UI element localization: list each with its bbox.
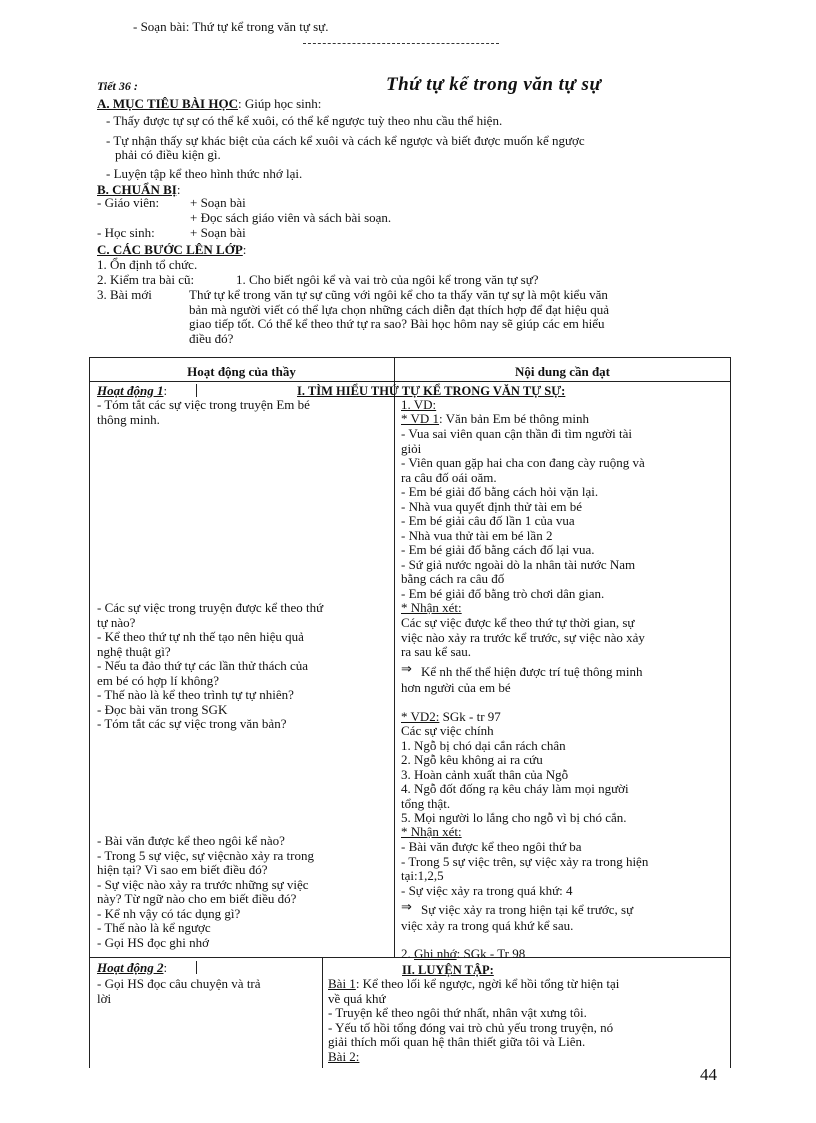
right-line: 3. Hoàn cảnh xuất thân của Ngỗ: [401, 766, 569, 782]
left-line: em bé có hợp lí không?: [97, 672, 220, 688]
vd1-label: * VD 1: [401, 411, 440, 426]
student-label: - Học sinh:: [97, 225, 155, 240]
implies-arrow-icon: ⇒: [401, 662, 412, 677]
cursor-mark: [196, 961, 197, 974]
left-block-3: [97, 834, 387, 950]
right-block-3: [401, 724, 715, 826]
step-2-text: 1. Cho biết ngôi kể và vai trò của ngôi kể trong văn tự sự?: [236, 272, 539, 287]
nhan-xet-1-label: * Nhận xét:: [401, 600, 462, 615]
step-1: 1. Ổn định tổ chức.: [97, 257, 198, 272]
bai-1: [328, 977, 718, 1064]
bai-1-first-line: [328, 977, 718, 992]
table-border-top: [89, 357, 731, 358]
left-line: - Các sự việc trong truyện được kể theo thứ: [97, 600, 324, 615]
left-line: - Gọi HS đọc ghi nhớ: [97, 934, 209, 950]
section-a-heading-text: A. MỤC TIÊU BÀI HỌC: [97, 96, 238, 111]
step-2-label: 2. Kiểm tra bài cũ:: [97, 272, 195, 287]
activity-2-heading: [97, 961, 167, 976]
right-line: - Em bé giải câu đố lần 1 của vua: [401, 513, 575, 528]
bai-1-text: : Kể theo lối kể ngược, ngời kể hồi tổng từ hiện tại: [355, 976, 620, 991]
right-line: Các sự việc được kể theo thứ tự thời gian, sự: [401, 615, 635, 630]
section-c-heading: [97, 243, 246, 258]
section-b-heading-text: B. CHUẨN BỊ: [97, 182, 177, 197]
vd1-heading: [401, 412, 589, 427]
activity-1-colon: :: [163, 383, 168, 398]
table-col-divider-lower: [322, 957, 323, 1068]
col-left-header: Hoạt động của thầy: [187, 364, 296, 379]
step-3-text: [189, 288, 721, 346]
left-act2: [97, 977, 317, 1006]
right-line: - Nhà vua quyết định thử tài em bé: [401, 498, 583, 514]
table-border-right: [730, 357, 731, 1068]
right-line: - Viên quan gặp hai cha con đang cày ruộng và: [401, 455, 645, 470]
right-line: - Vua sai viên quan cận thần đi tìm người tài: [401, 426, 632, 441]
left-line: - Nếu ta đảo thứ tự các lần thử thách của: [97, 658, 308, 673]
section-2-title: II. LUYỆN TẬP:: [402, 963, 494, 977]
conclusion-1-line: hơn người của em bé: [401, 680, 511, 695]
section-a-item: - Thấy được tự sự có thể kể xuôi, có thể kể ngược tuỳ theo nhu cầu thể hiện.: [106, 113, 503, 128]
vd2-label: * VD2:: [401, 709, 440, 724]
ghi-nho-label: Ghi nhớ: [414, 946, 457, 961]
cursor-mark: [196, 384, 197, 397]
table-border-left: [89, 357, 90, 1068]
right-line: tại:1,2,5: [401, 868, 444, 883]
right-line: giỏi: [401, 440, 422, 456]
right-line: 1. Ngỗ bị chó dại cắn rách chân: [401, 737, 566, 753]
right-line: tổng thật.: [401, 795, 451, 811]
left-line: hiện tại? Vì sao em biết điều đó?: [97, 862, 268, 877]
step-3-line: giao tiếp tốt. Có thể kể theo thứ tự ra sao? Bài học hôm nay sẽ giúp các em hiểu: [189, 316, 605, 331]
step-3-line: bản mà người viết có thể lựa chọn những cách diễn đạt thích hợp để đạt hiệu quả: [189, 301, 610, 317]
right-line: - Em bé giải đố bằng cách đố lại vua.: [401, 542, 595, 557]
right-line: 4. Ngỗ đốt đống rạ kêu cháy làm mọi người: [401, 781, 629, 796]
left-line: - Gọi HS đọc câu chuyện và trả: [97, 976, 261, 991]
implies-arrow-icon: ⇒: [401, 900, 412, 915]
right-line: - Sứ giả nước ngoài dò la nhân tài nước Nam: [401, 556, 636, 572]
right-line: - Em bé giải đố bằng trò chơi dân gian.: [401, 585, 605, 601]
right-block-1: [401, 427, 715, 601]
student-item: + Soạn bài: [190, 225, 246, 240]
left-line: nghệ thuật gì?: [97, 643, 171, 659]
right-line: bằng cách ra câu đố: [401, 571, 505, 586]
right-line: ra câu đố oái oăm.: [401, 469, 497, 485]
page-number: 44: [700, 1065, 717, 1084]
bai-1-line: giải thích mối quan hệ thân thiết giữa tôi và Liên.: [328, 1034, 586, 1049]
bai-1-line: - Truyện kể theo ngôi thứ nhất, nhân vật xưng tôi.: [328, 1005, 587, 1020]
top-note: - Soạn bài: Thứ tự kể trong văn tự sự.: [133, 19, 329, 34]
left-line: - Sự việc nào xảy ra trước những sự việc: [97, 876, 309, 892]
ghi-nho: [401, 947, 525, 962]
right-line: - Trong 5 sự việc trên, sự việc xảy ra trong hiện: [401, 853, 649, 869]
ghi-nho-num: 2.: [401, 946, 414, 961]
teacher-item: + Soạn bài: [190, 195, 246, 210]
left-line: - Đọc bài văn trong SGK: [97, 701, 228, 717]
nhan-xet-2-label: * Nhận xét:: [401, 824, 462, 839]
separator-line: [303, 43, 499, 44]
left-line: này? Từ ngữ nào cho em biết điều đó?: [97, 891, 297, 906]
left-line: - Tóm tắt các sự việc trong truyện Em bé: [97, 397, 310, 412]
activity-2-colon: :: [163, 960, 168, 975]
right-block-4: [401, 840, 715, 898]
vd1-tail: : Văn bản Em bé thông minh: [439, 411, 590, 426]
bai-1-line: về quá khứ: [328, 990, 386, 1006]
left-line: - Tóm tắt các sự việc trong văn bản?: [97, 716, 287, 731]
table-col-divider-upper: [394, 357, 395, 957]
step-3-line: điều đó?: [189, 330, 234, 346]
right-line: - Sự việc xảy ra trong quá khứ: 4: [401, 882, 573, 898]
section-b-heading-tail: :: [176, 182, 181, 197]
left-line: - Kể theo thứ tự nh thế tạo nên hiệu quả: [97, 629, 304, 644]
left-line: - Kể nh vậy có tác dụng gì?: [97, 905, 241, 921]
table-header-divider: [89, 381, 731, 382]
section-a-item: - Tự nhận thấy sự khác biệt của cách kể xuôi và cách kể ngược và biết được muốn kể ngược: [106, 133, 585, 148]
lesson-title: Thứ tự kể trong văn tự sự: [386, 74, 602, 95]
right-line: Các sự việc chính: [401, 723, 494, 738]
left-block-1: [97, 398, 387, 427]
section-a-item: phải có điều kiện gì.: [115, 147, 221, 162]
vd-label: 1. VD:: [401, 397, 437, 412]
left-line: lời: [97, 990, 112, 1006]
left-block-2: [97, 601, 387, 732]
right-line: - Bài văn được kể theo ngôi thứ ba: [401, 839, 582, 854]
right-line: ra sau kể sau.: [401, 644, 472, 659]
section-a-item: - Luyện tập kể theo hình thức nhớ lại.: [106, 166, 303, 181]
section-a-heading: [97, 97, 321, 112]
right-line: 5. Mọi người lo lắng cho ngỗ vì bị chó cắn.: [401, 810, 627, 825]
conclusion-2-line: Sự việc xảy ra trong hiện tại kể trước, sự: [421, 902, 634, 917]
section-1-title: I. TÌM HIỂU THỨ TỰ KỂ TRONG VĂN TỰ SỰ:: [297, 384, 566, 398]
left-line: - Bài văn được kể theo ngôi kể nào?: [97, 833, 285, 848]
ghi-nho-tail: : SGk - Tr 98: [456, 946, 526, 961]
bai-2-label: Bài 2:: [328, 1048, 360, 1064]
left-line: - Thế nào là kể ngược: [97, 920, 211, 935]
left-line: thông minh.: [97, 411, 160, 427]
conclusion-2-line: việc xảy ra trong quá khứ kể sau.: [401, 918, 574, 933]
section-c-heading-text: C. CÁC BƯỚC LÊN LỚP: [97, 242, 243, 257]
section-c-heading-tail: :: [242, 242, 247, 257]
left-line: tự nào?: [97, 614, 136, 630]
lesson-number: Tiết 36 :: [97, 79, 138, 93]
teacher-label: - Giáo viên:: [97, 195, 160, 210]
step-3-label: 3. Bài mới: [97, 287, 152, 302]
right-line: - Nhà vua thử tài em bé lần 2: [401, 527, 553, 543]
teacher-item: + Đọc sách giáo viên và sách bài soạn.: [190, 210, 392, 225]
left-line: - Thế nào là kể theo trình tự tự nhiên?: [97, 687, 294, 702]
vd2-tail: SGk - tr 97: [439, 709, 501, 724]
right-line: việc nào xảy ra trước kể trước, sự việc nào xảy: [401, 629, 645, 645]
left-line: - Trong 5 sự việc, sự việcnào xảy ra trong: [97, 847, 315, 863]
bai-1-line: - Yếu tố hồi tổng đóng vai trò chủ yếu trong truyện, nó: [328, 1019, 614, 1035]
activity-1-label: Hoạt động 1: [97, 383, 164, 398]
activity-2-label: Hoạt động 2: [97, 960, 164, 975]
right-block-2: [401, 616, 715, 660]
right-line: 2. Ngỗ kêu không ai ra cứu: [401, 752, 543, 767]
col-right-header: Nội dung cần đạt: [515, 364, 610, 379]
right-line: - Em bé giải đố bằng cách hỏi vặn lại.: [401, 484, 599, 499]
conclusion-1-line: Kể nh thế thể hiện được trí tuệ thông minh: [421, 664, 643, 679]
step-3-line: Thứ tự kể trong văn tự sự cũng với ngôi kể cho ta thấy văn tự sự là một kiểu văn: [189, 287, 608, 302]
section-a-heading-tail: : Giúp học sinh:: [237, 96, 322, 111]
bai-1-label: Bài 1: [328, 976, 356, 991]
